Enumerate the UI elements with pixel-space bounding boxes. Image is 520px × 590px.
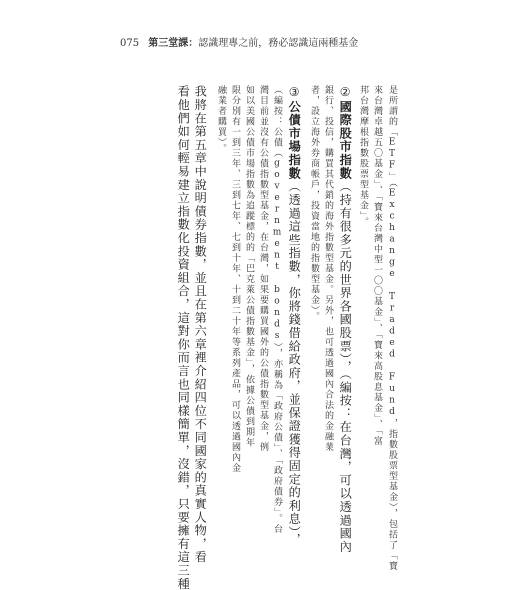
- text-column-10: [244, 85, 253, 448]
- text-column-2: [372, 85, 381, 447]
- text-column-13: [194, 85, 206, 564]
- text-line: 融業者購買）。: [216, 85, 226, 154]
- chapter-title: 認識理專之前，務必認識這兩種基金: [198, 38, 359, 49]
- running-header: [120, 34, 358, 49]
- text-line: 灣目前並沒有公債指數型基金，在台灣，如果要購買國外的公債指數型基金，例: [258, 85, 268, 453]
- text-line: 來台灣卓越五〇基金」、「寶來台灣中型一〇〇基金」、「寶來高股息基金」、「富: [372, 85, 382, 447]
- text-line: 是所謂的「ETF」（Exchange Traded Fund，指數股票型基金），包括了「寶: [387, 85, 397, 572]
- text-line: 邦台灣摩根指數股票型基金」。: [358, 85, 368, 228]
- emphasized-term: 國際股市指數: [338, 100, 353, 180]
- list-number: ②: [338, 85, 353, 101]
- text-column-14: [177, 85, 189, 590]
- text-line: （持有很多元的世界各國股票），（編按：在台灣，可以透過國內: [338, 179, 353, 554]
- text-line: 我將在第五章中說明債券指數，並且在第六章裡介紹四位不同國家的真實人物，看: [193, 85, 208, 564]
- text-column-8: [272, 85, 281, 535]
- text-line: 銀行、投信，購買其代銷的海外指數型基金。另外，也可透過國內合法的金融業: [323, 85, 333, 453]
- text-line: 者，設立海外券商帳戶，投資當地的指數型基金）。: [309, 85, 319, 322]
- text-column-5: [323, 85, 332, 453]
- text-column-12: [216, 85, 225, 154]
- text-line: （透過這些指數，你將錢借給政府，並保證獲得固定的利息），: [287, 179, 302, 547]
- list-number: ③: [287, 85, 302, 101]
- text-column-1: [387, 85, 396, 572]
- text-line: 限分別有一到三年、三到七年、七到十年、十到二十年等系列產品，可以透過國內金: [230, 85, 240, 474]
- text-column-11: [230, 85, 239, 474]
- text-column-6: [309, 85, 318, 322]
- text-column-3: [358, 85, 367, 228]
- text-line: 看他們如何輕易建立指數化投資組合，這對你而言也同樣簡單，沒錯，只要擁有這三種: [176, 85, 191, 590]
- text-column-9: [258, 85, 267, 453]
- emphasized-term: 公債市場指數: [287, 100, 302, 180]
- text-line: 如以美國公債市場指數為追蹤標的的「巴克萊公債指數基金」，依據公債到期年: [244, 85, 254, 448]
- text-line: （編按：公債（government bonds），亦稱為「政府公債」、「政府債券」。台: [272, 85, 282, 535]
- text-column-7: [288, 85, 300, 546]
- page-number: 075: [120, 38, 140, 49]
- chapter-label: 第三堂課：: [148, 38, 199, 49]
- text-column-4: [339, 85, 351, 553]
